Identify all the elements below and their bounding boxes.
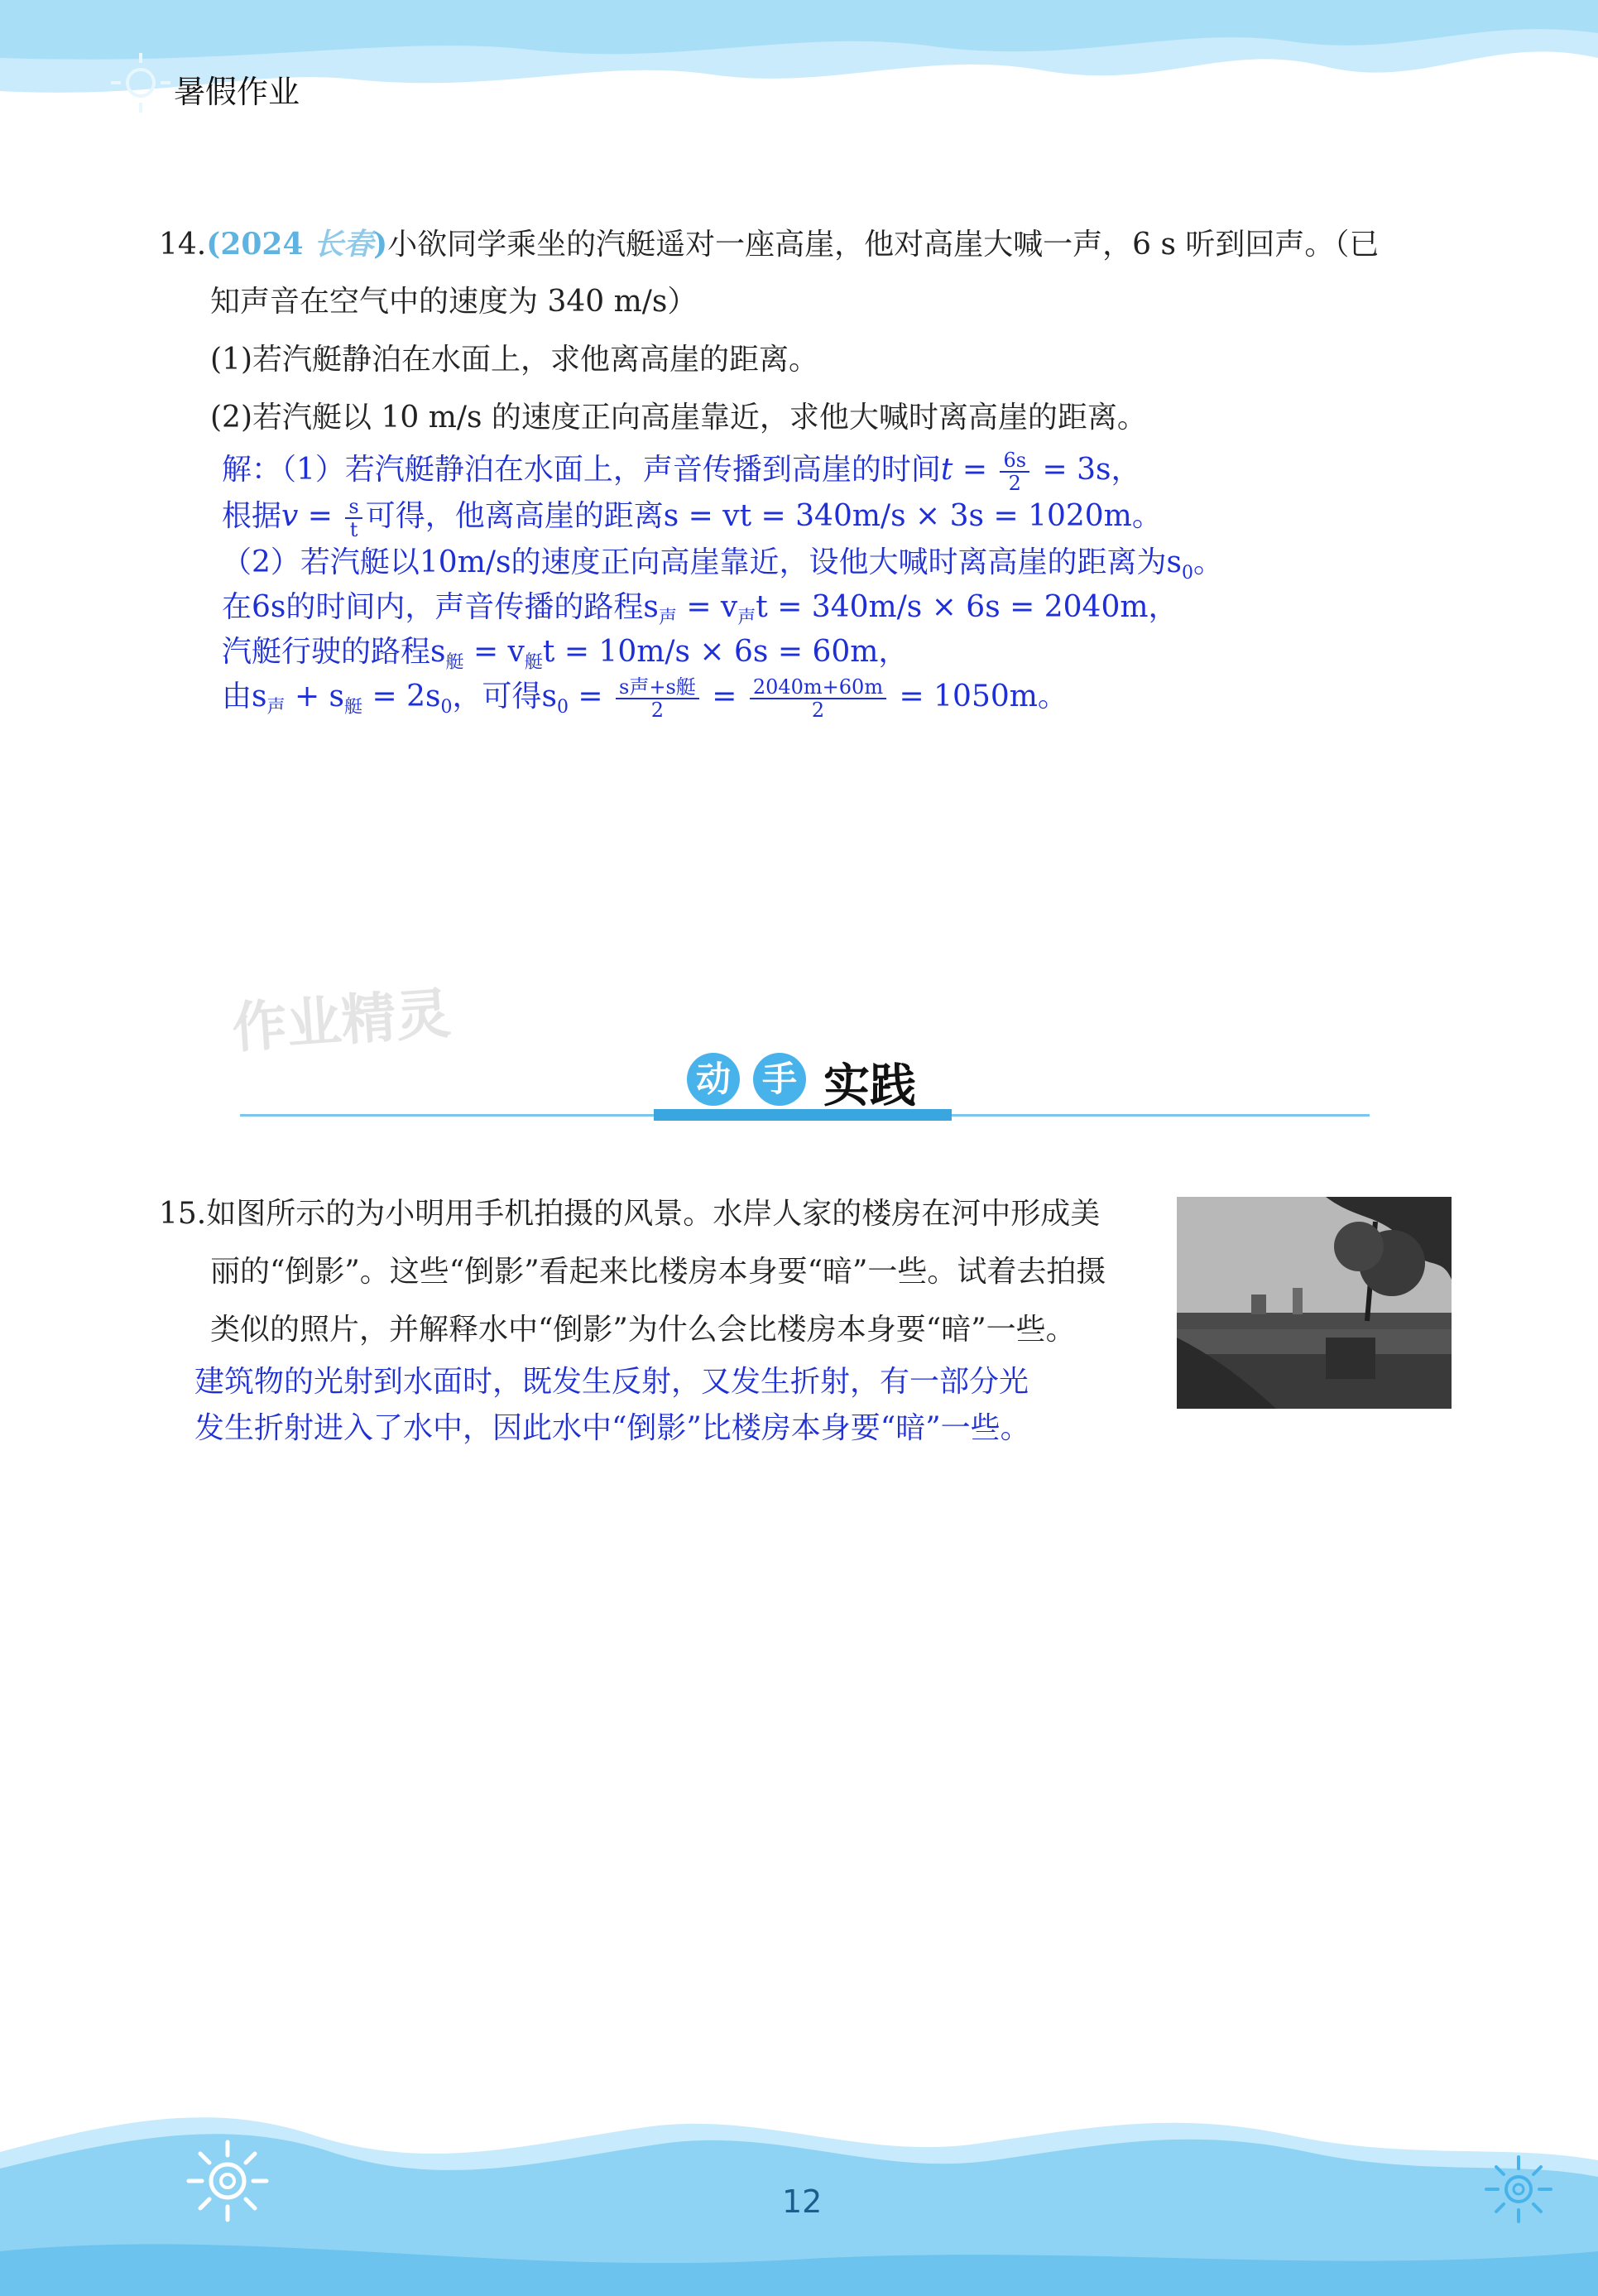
question-15-line3: 类似的照片，并解释水中“倒影”为什么会比楼房本身要“暗”一些。 xyxy=(210,1313,1076,1347)
question-text: 如图所示的为小明用手机拍摄的风景。水岸人家的楼房在河中形成美 xyxy=(206,1197,1101,1231)
answer-14-line6 xyxy=(222,672,1068,733)
answer-text: 解：（1）若汽艇静泊在水面上，声音传播到高崖的时间 xyxy=(222,453,941,487)
answer-subscript: 0 xyxy=(440,697,453,718)
question-15-line1 xyxy=(159,1185,1100,1243)
answer-subscript: 声 xyxy=(737,608,756,629)
question-14-line1: 14.(2024 长春)小欲同学乘坐的汽艇遥对一座高崖，他对高崖大喊一声，6 s 听到回声。（已 xyxy=(159,227,1380,262)
sun-icon xyxy=(108,50,174,116)
section-bubble: 动 xyxy=(687,1053,740,1106)
answer-subscript: 艇 xyxy=(445,652,464,674)
fraction xyxy=(345,496,362,540)
fraction-denominator: 2 xyxy=(1008,472,1021,495)
question-14-line2: 知声音在空气中的速度为 340 m/s） xyxy=(210,285,698,319)
answer-subscript: 声 xyxy=(658,608,677,629)
fraction-numerator: 2040m+60m xyxy=(750,676,886,699)
fraction xyxy=(750,676,886,721)
answer-14-line1 xyxy=(222,447,1140,494)
answer-subscript: 艇 xyxy=(344,697,363,718)
answer-text: 在6s的时间内，声音传播的路程s xyxy=(222,590,659,624)
answer-text: = 2s xyxy=(362,680,441,713)
source-region: 长春 xyxy=(314,227,374,262)
fraction-denominator: t xyxy=(349,518,358,541)
answer-15-line1: 建筑物的光射到水面时，既发生反射，又发生折射，有一部分光 xyxy=(194,1365,1029,1399)
fraction-denominator: 2 xyxy=(650,699,665,722)
watermark: 作业精灵 xyxy=(230,981,453,1061)
answer-text: 根据 xyxy=(222,499,282,533)
answer-text: t = 10m/s × 6s = 60m， xyxy=(542,635,909,669)
question-number: 14. xyxy=(159,228,207,262)
answer-text: 汽艇行驶的路程s xyxy=(222,635,446,669)
fraction xyxy=(1000,449,1029,494)
answer-subscript: 0 xyxy=(556,697,569,718)
question-text: 小欲同学乘坐的汽艇遥对一座高崖，他对高崖大喊一声，6 s 听到回声。（已 xyxy=(387,228,1380,262)
page-number: 12 xyxy=(782,2183,823,2220)
answer-15-line2: 发生折射进入了水中，因此水中“倒影”比楼房本身要“暗”一些。 xyxy=(194,1411,1030,1445)
answer-text: = xyxy=(702,680,746,713)
answer-var: v xyxy=(281,499,299,533)
answer-text: = v xyxy=(463,635,525,669)
answer-subscript: 艇 xyxy=(524,652,543,674)
answer-text: = v xyxy=(676,590,738,624)
question-15-line2: 丽的“倒影”。这些“倒影”看起来比楼房本身要“暗”一些。试着去拍摄 xyxy=(210,1255,1106,1289)
answer-text: 由s xyxy=(222,680,267,713)
section-bubble: 手 xyxy=(753,1053,806,1106)
answer-var: t xyxy=(940,453,953,487)
answer-14-line2 xyxy=(222,493,1162,540)
fraction-numerator: s xyxy=(345,496,362,519)
section-title: 实践 xyxy=(823,1059,916,1113)
answer-subscript: 声 xyxy=(266,697,286,718)
answer-text: + s xyxy=(285,680,345,713)
fraction-numerator: 6s xyxy=(1000,449,1029,473)
landscape-photo xyxy=(1177,1197,1452,1409)
sun-icon xyxy=(1481,2152,1556,2226)
fraction-denominator: 2 xyxy=(811,699,825,722)
answer-text: 。 xyxy=(1193,545,1223,579)
answer-text: = 3s， xyxy=(1033,453,1141,487)
source-year: 2024 xyxy=(220,227,304,262)
answer-text: = xyxy=(568,680,613,713)
question-14-sub2: (2)若汽艇以 10 m/s 的速度正向高崖靠近，求他大喊时离高崖的距离。 xyxy=(210,401,1147,435)
answer-text: 可得，他离高崖的距离s = vt = 340m/s × 3s = 1020m。 xyxy=(365,499,1162,533)
answer-text: ，可得s xyxy=(452,680,557,713)
landscape-photo-image xyxy=(1177,1197,1452,1409)
answer-text: （2）若汽艇以10m/s的速度正向高崖靠近，设他大喊时离高崖的距离为s xyxy=(222,545,1182,579)
answer-text: = xyxy=(298,499,343,533)
answer-subscript: 0 xyxy=(1181,563,1193,584)
fraction-numerator: s声+s艇 xyxy=(616,676,699,699)
header-title: 暑假作业 xyxy=(174,74,300,110)
question-number: 15. xyxy=(159,1197,207,1231)
sun-icon xyxy=(182,2135,273,2226)
fraction xyxy=(616,676,699,721)
question-14-sub1: (1)若汽艇静泊在水面上，求他离高崖的距离。 xyxy=(210,343,818,377)
answer-text: = 1050m。 xyxy=(890,680,1068,713)
answer-text: t = 340m/s × 6s = 2040m， xyxy=(756,590,1178,624)
answer-text: = xyxy=(953,453,997,487)
